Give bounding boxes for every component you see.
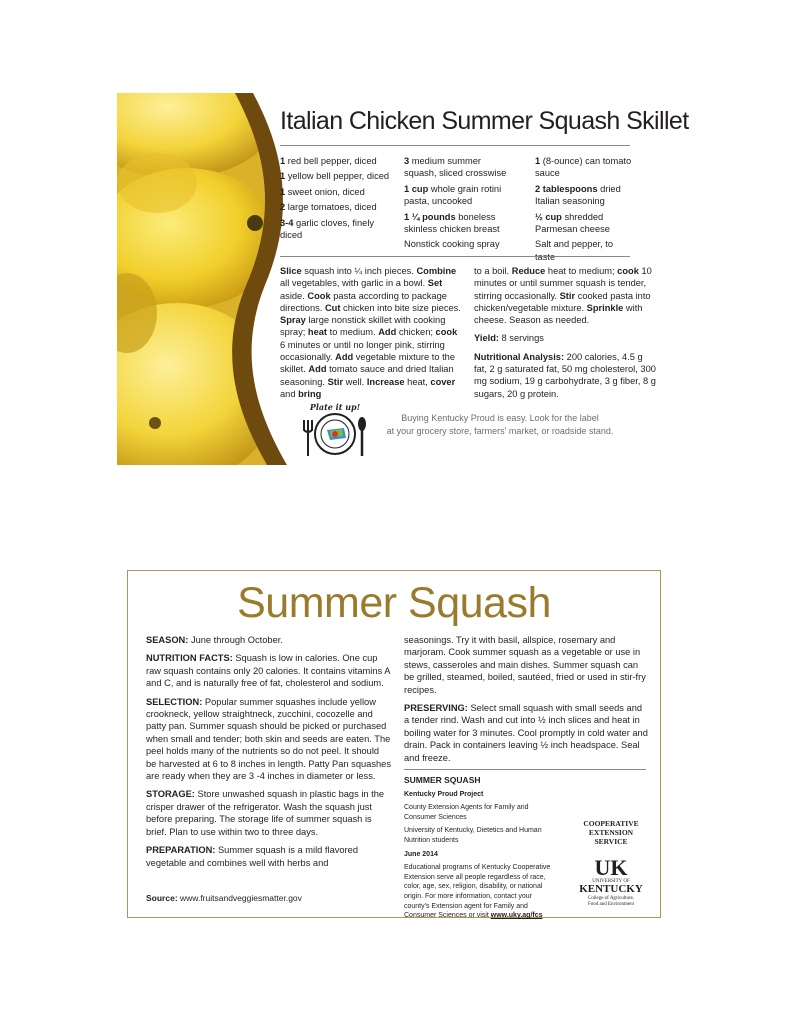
- selection-paragraph: [146, 696, 391, 783]
- infobox-right-column: [404, 634, 649, 770]
- preparation-text: Summer squash is a mild flavored vegetable and combines well with herbs and: [146, 845, 358, 868]
- direction-text: all vegetables, with garlic in a bowl.: [280, 278, 428, 289]
- ingredient-text: Salt and pepper, to: [535, 239, 614, 250]
- direction-verb: Sprinkle: [586, 302, 624, 313]
- university-of-kentucky-logo: [572, 855, 650, 907]
- uk-college-line-1: College of Agriculture,: [587, 896, 635, 901]
- title-divider: [280, 145, 630, 146]
- direction-verb: cook: [435, 327, 458, 338]
- directions-text-right: [474, 265, 657, 326]
- preparation-continued: seasonings. Try it with basil, allspice, rosemary and marjoram. Cook summer squash as a vegetable or use in stews, casseroles and main dishes. Summer squash can be grilled, steamed, boiled, sautéed, fried or used in stir-fry recipes.: [404, 635, 646, 695]
- direction-text: large nonstick skillet with cooking spray;: [280, 315, 446, 338]
- source-label: Source:: [146, 893, 178, 903]
- direction-text: well.: [343, 376, 367, 387]
- ingredient-quantity: 3-4: [280, 217, 294, 228]
- direction-verb: Set: [427, 278, 443, 289]
- summer-squash-infobox: [127, 570, 661, 918]
- ingredient-quantity: 1: [280, 156, 286, 166]
- buying-kentucky-proud-note: [375, 412, 625, 438]
- direction-text: chicken into bite size pieces.: [340, 302, 461, 313]
- direction-text: aside.: [280, 290, 308, 301]
- yield-label: Yield:: [474, 333, 499, 344]
- ingredients-divider: [280, 256, 630, 257]
- direction-verb: bring: [298, 388, 322, 399]
- credits-project: Kentucky Proud Project: [404, 790, 484, 798]
- selection-label: SELECTION:: [146, 696, 203, 707]
- nutritional-analysis: [474, 351, 657, 400]
- credits-university: University of Kentucky, Dietetics and Human Nutrition students: [404, 827, 542, 844]
- direction-verb: Increase: [366, 376, 405, 387]
- direction-verb: cover: [430, 376, 456, 387]
- ingredient-item: [404, 211, 516, 236]
- direction-text: with cheese. Season as needed.: [474, 302, 643, 326]
- ingredient-text: red bell pepper, diced: [285, 156, 377, 166]
- infobox-left-column: [146, 634, 391, 875]
- directions-text-left: [280, 265, 463, 400]
- preserving-text: Select small squash with small seeds and a tender rind. Wash and cut into ½ inch slices and heat in boiling water for 3 minutes. Cool promptly in cold water and drain. Pack in containers leaving ½ inch headspace. Seal and freeze.: [404, 703, 648, 763]
- coop-line-2: EXTENSION: [588, 828, 634, 837]
- ingredient-item: [280, 170, 392, 182]
- direction-verb: Reduce: [511, 266, 546, 276]
- equal-opportunity-text: Educational programs of Kentucky Cooperative Extension serve all people regardless of race, color, age, sex, religion, disability, or national origin. For more information, contact your county's Extension agent for Family and Consumer Sciences or visit: [404, 864, 551, 920]
- direction-text: cooked pasta into chicken/vegetable mixture.: [474, 290, 651, 313]
- ingredient-quantity: 3: [404, 156, 410, 166]
- direction-verb: Slice: [280, 266, 302, 276]
- ingredient-text: sweet onion, diced: [285, 186, 365, 197]
- source-line: [146, 893, 302, 903]
- direction-verb: Combine: [416, 266, 457, 276]
- uk-college-line-2: Food and Environment: [587, 902, 635, 907]
- uk-kentucky: KENTUCKY: [579, 883, 643, 895]
- ingredient-item: [280, 201, 392, 213]
- direction-text: to a boil.: [474, 266, 512, 276]
- directions-right: [474, 265, 657, 406]
- season-paragraph: [146, 634, 391, 646]
- ingredient-text: Nonstick cooking spray: [404, 239, 500, 250]
- direction-verb: Cook: [307, 290, 331, 301]
- direction-text: squash into ¼ inch pieces.: [301, 266, 417, 276]
- direction-verb: Cut: [324, 302, 341, 313]
- credits-date: June 2014: [404, 850, 438, 858]
- uky-fcs-link[interactable]: www.uky.ag/fcs: [490, 912, 543, 920]
- nutrition-facts-paragraph: [146, 652, 391, 689]
- direction-text: heat,: [404, 376, 431, 387]
- ingredient-quantity: 1 cup: [404, 183, 429, 194]
- ingredient-item: [535, 211, 635, 236]
- direction-text: 6 minutes or until no longer pink, stirring occasionally.: [280, 339, 445, 363]
- ingredient-quantity: 2: [280, 202, 286, 213]
- season-text: June through October.: [188, 635, 283, 645]
- plate-it-up-text: Plate it up!: [309, 402, 361, 412]
- direction-verb: Add: [378, 327, 397, 338]
- recipe-title: Italian Chicken Summer Squash Skillet: [280, 107, 689, 135]
- direction-verb: cook: [617, 266, 639, 276]
- ingredient-item: [404, 155, 516, 180]
- ingredient-text: boneless skinless chicken breast: [404, 211, 500, 235]
- yield: [474, 332, 657, 344]
- ingredient-text: yellow bell pepper, diced: [285, 171, 390, 182]
- nutrition-facts-label: NUTRITION FACTS:: [146, 653, 233, 664]
- ingredient-item: [404, 238, 516, 250]
- direction-text: pasta according to package directions.: [280, 290, 447, 313]
- direction-verb: Stir: [559, 290, 576, 301]
- direction-text: tomato sauce and dried Italian seasoning.: [280, 364, 454, 387]
- ingredient-item: [280, 155, 392, 167]
- ingredients-column-3: [535, 155, 635, 266]
- ingredient-text: large tomatoes, diced: [285, 202, 377, 213]
- ingredient-item: [535, 183, 635, 208]
- summer-squash-title: Summer Squash: [237, 579, 551, 627]
- ingredient-quantity: 1 ¼ pounds: [404, 211, 456, 222]
- credits-heading: SUMMER SQUASH: [404, 775, 481, 785]
- ingredient-text: garlic cloves, finely diced: [280, 217, 375, 241]
- ingredient-text: dried Italian seasoning: [535, 183, 621, 207]
- summer-squash-photo: [117, 93, 287, 465]
- direction-text: vegetable mixture to the skillet.: [280, 352, 456, 375]
- uk-university-of: UNIVERSITY OF: [592, 879, 630, 884]
- selection-text: Popular summer squashes include yellow crookneck, yellow straightneck, zucchini, cocozelle and patty pan. Summer squash should be picked or purchased when small and tender; both skin and seeds are eaten. The peel holds many of the nutrients so do not peel. It should be harvested at 6 to 8 inches in length. Patty Pan squashes are ready when they are 3 -4 inches in diameter or less.: [146, 696, 391, 782]
- nutritional-analysis-label: Nutritional Analysis:: [474, 351, 565, 362]
- ingredient-quantity: 1: [280, 186, 286, 197]
- nutritional-analysis-value: 200 calories, 4.5 g fat, 2 g saturated fat, 50 mg cholesterol, 300 mg sodium, 19 g carbohydrate, 3 g fiber, 8 g sugars, 20 g protein.: [474, 351, 656, 399]
- ingredients-column-2: [404, 155, 516, 254]
- ingredient-item: [535, 155, 635, 180]
- ingredient-item: [280, 186, 392, 198]
- buying-line-1: Buying Kentucky Proud is easy. Look for the label: [401, 413, 599, 423]
- nutrition-facts-text: Squash is low in calories. One cup raw squash contains only 20 calories. It contains vitamins A and C, and is naturally free of fat, cholesterol and sodium.: [146, 653, 390, 689]
- coop-line-1: COOPERATIVE: [583, 819, 639, 828]
- credits-agents: County Extension Agents for Family and Consumer Sciences: [404, 804, 529, 821]
- direction-text: and: [280, 388, 299, 399]
- storage-paragraph: [146, 788, 391, 838]
- ingredient-quantity: 2 tablespoons: [535, 183, 598, 194]
- preserving-label: PRESERVING:: [404, 703, 468, 714]
- equal-opportunity-statement: [404, 863, 554, 921]
- ingredient-quantity: 1: [280, 171, 286, 182]
- direction-text: to medium.: [327, 327, 379, 338]
- storage-text: Store unwashed squash in plastic bags in the crisper drawer of the refrigerator. Wash the squash just before preparing. The storage life of summer squash is brief. Plan to use within two to three days.: [146, 789, 385, 837]
- directions-left: [280, 265, 463, 406]
- direction-text: chicken;: [396, 327, 436, 338]
- direction-text: 10 minutes or until summer squash is tender, stirring occasionally.: [474, 266, 652, 301]
- ingredient-text: medium summer squash, sliced crosswise: [404, 156, 507, 179]
- ingredient-item: [404, 183, 516, 208]
- credits-divider: [404, 769, 646, 770]
- uk-letters: UK: [594, 855, 628, 880]
- ingredient-item: [535, 238, 635, 263]
- direction-verb: Add: [308, 364, 327, 375]
- direction-verb: Add: [335, 352, 354, 363]
- plate-it-up-logo: [300, 398, 370, 458]
- coop-line-3: SERVICE: [594, 837, 628, 846]
- recipe-card: [117, 93, 689, 465]
- cooperative-extension-service: [570, 819, 652, 846]
- ingredient-quantity: ½ cup: [535, 211, 562, 222]
- season-label: SEASON:: [146, 635, 189, 645]
- storage-label: STORAGE:: [146, 789, 195, 800]
- ingredient-text: shredded Parmesan cheese: [535, 211, 610, 235]
- yield-value: 8 servings: [498, 333, 544, 344]
- ingredient-text: whole grain rotini pasta, uncooked: [404, 183, 502, 207]
- ingredient-quantity: 1: [535, 156, 541, 166]
- direction-text: heat to medium;: [545, 266, 618, 276]
- ingredient-item: [280, 217, 392, 242]
- source-url: www.fruitsandveggiesmatter.gov: [177, 893, 302, 903]
- credits-block: [404, 776, 554, 925]
- ingredients-column-1: [280, 155, 392, 244]
- preserving-paragraph: [404, 702, 649, 764]
- direction-verb: Spray: [280, 315, 306, 326]
- preparation-label: PREPARATION:: [146, 845, 216, 856]
- direction-verb: heat: [307, 327, 328, 338]
- buying-line-2: at your grocery store, farmers' market, or roadside stand.: [386, 426, 614, 436]
- preparation-paragraph: [146, 844, 391, 869]
- ingredient-text: (8-ounce) can tomato sauce: [535, 156, 632, 179]
- direction-verb: Stir: [327, 376, 344, 387]
